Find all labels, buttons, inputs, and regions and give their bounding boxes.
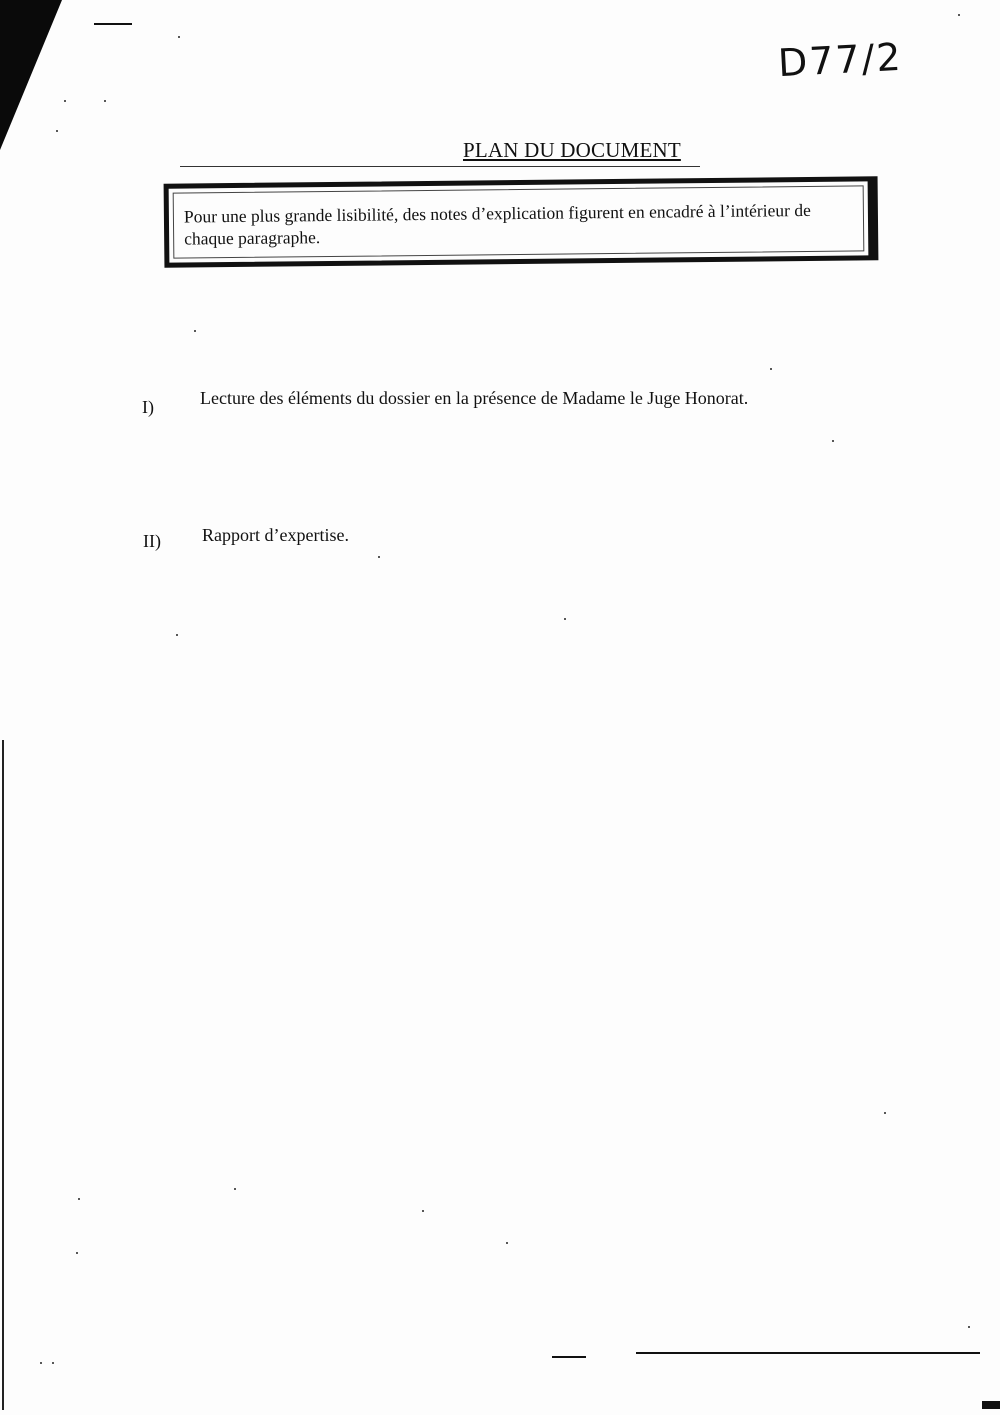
scan-left-edge [2,740,4,1410]
scan-corner-shadow [0,0,62,150]
scan-speck [104,100,106,102]
title-rule [180,166,700,167]
scan-speck [40,1362,42,1364]
scan-speck [832,440,834,442]
scan-speck [378,556,380,558]
scan-speck [234,1188,236,1190]
scan-bottom-line [552,1356,586,1358]
scan-speck [968,1326,970,1328]
page-title: PLAN DU DOCUMENT [463,138,681,162]
scan-bottom-corner [982,1401,1000,1409]
scan-speck [78,1198,80,1200]
plan-item-text: Lecture des éléments du dossier en la présence de Madame le Juge Honorat. [200,388,749,408]
plan-item-text: Rapport d’expertise. [202,525,349,545]
explanation-note-box [164,176,879,267]
scan-speck [770,368,772,370]
plan-item-numeral: I) [142,397,154,417]
scan-speck [194,330,196,332]
scan-speck [176,634,178,636]
scan-speck [506,1242,508,1244]
scan-speck [52,1362,54,1364]
handwritten-reference: D77/2 [776,34,904,86]
scan-top-dash [94,23,132,25]
plan-item-numeral: II) [143,531,161,551]
scan-speck [958,14,960,16]
explanation-note-text: Pour une plus grande lisibilité, des notes d’explication figurent en encadré à l’intérieur de chaque paragraphe. [173,185,865,258]
scan-speck [178,36,180,38]
scan-speck [64,100,66,102]
scan-speck [56,130,58,132]
scan-speck [76,1252,78,1254]
scan-speck [564,618,566,620]
scan-speck [884,1112,886,1114]
scan-speck [422,1210,424,1212]
scan-bottom-line [636,1352,980,1354]
